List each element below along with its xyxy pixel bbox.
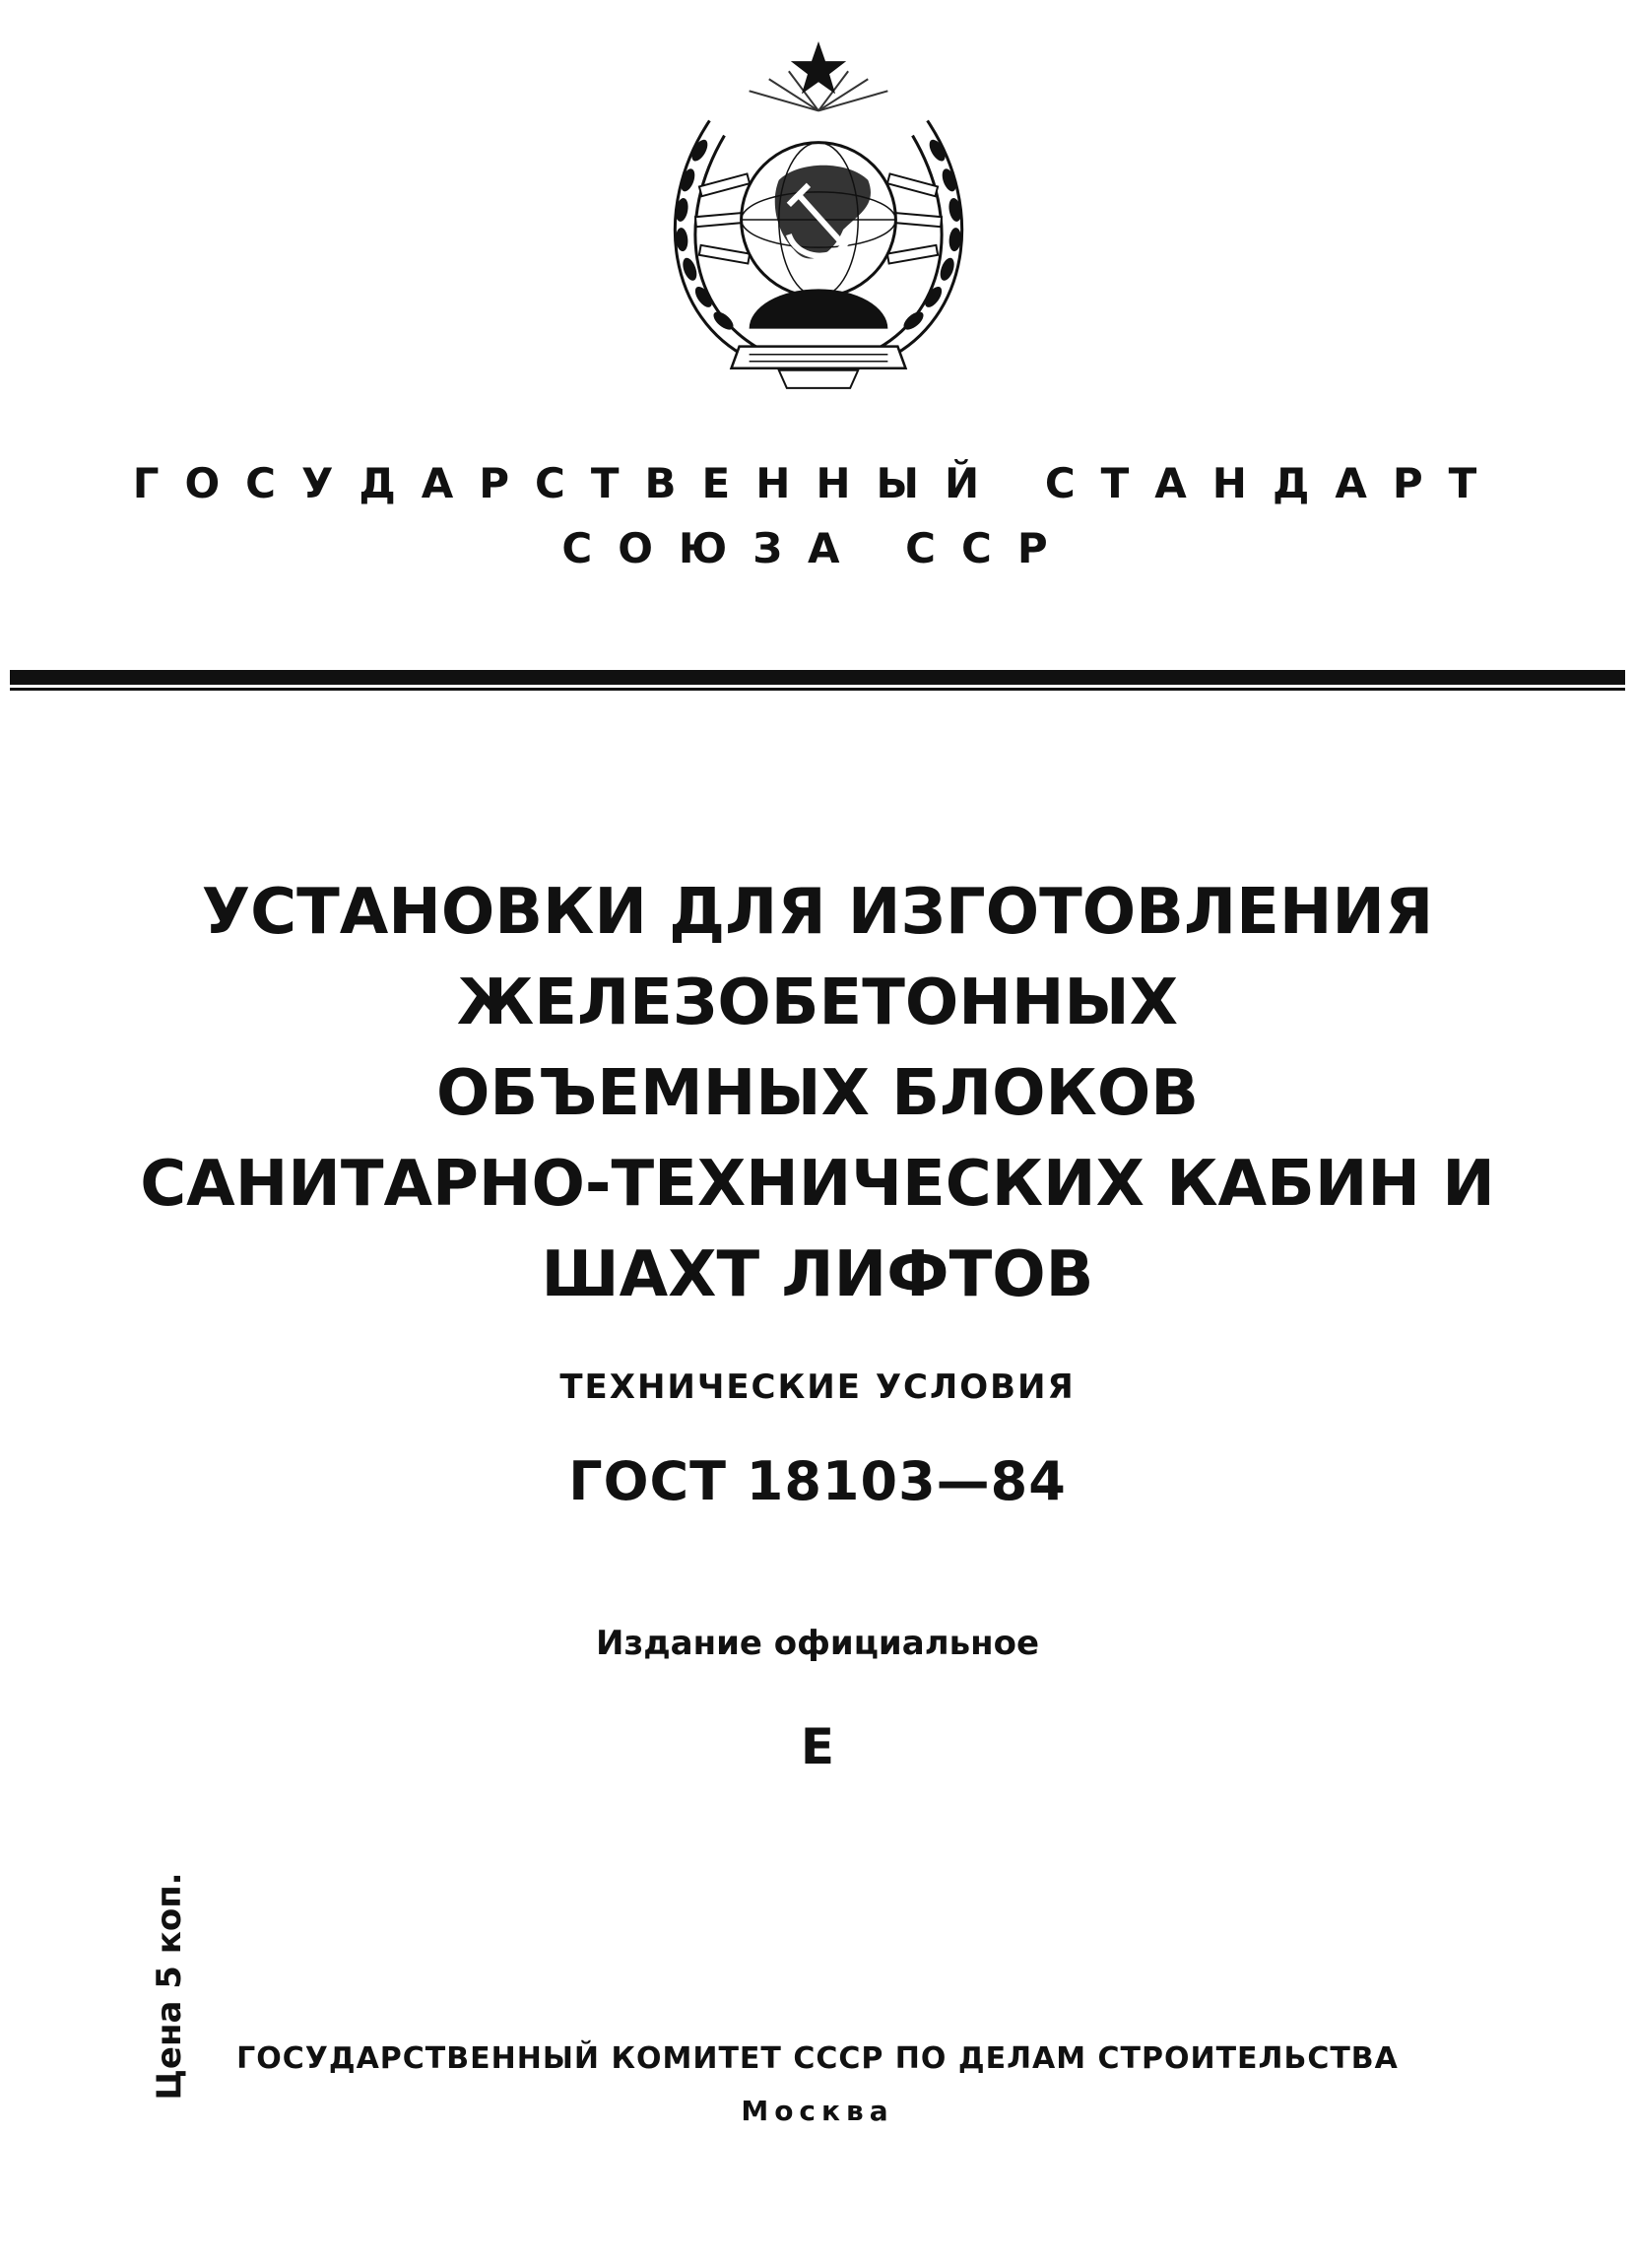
union-ssr-heading: СОЮЗА ССР [561,524,1074,572]
title-line-1: УСТАНОВКИ ДЛЯ ИЗГОТОВЛЕНИЯ [201,876,1434,949]
title-line-4: САНИТАРНО-ТЕХНИЧЕСКИХ КАБИН И [140,1148,1495,1221]
title-line-2: ЖЕЛЕЗОБЕТОННЫХ [456,967,1179,1039]
edition-letter: Е [800,1718,835,1775]
state-standard-heading: ГОСУДАРСТВЕННЫЙ СТАНДАРТ [132,459,1503,507]
edition-label: Издание официальное [595,1624,1040,1663]
divider-thin [10,688,1625,691]
ussr-state-emblem-icon [630,32,1007,408]
subtitle: ТЕХНИЧЕСКИЕ УСЛОВИЯ [559,1367,1076,1407]
publication-city: Москва [741,2095,894,2127]
divider-thick [10,670,1625,685]
price-label: Цена 5 коп. [150,1872,189,2101]
title-line-5: ШАХТ ЛИФТОВ [541,1238,1094,1311]
publisher: ГОСУДАРСТВЕННЫЙ КОМИТЕТ СССР ПО ДЕЛАМ СТРОИТЕЛЬСТВА [236,2041,1399,2076]
title-line-3: ОБЪЕМНЫХ БЛОКОВ [435,1057,1200,1130]
gost-number: ГОСТ 18103—84 [568,1450,1067,1512]
